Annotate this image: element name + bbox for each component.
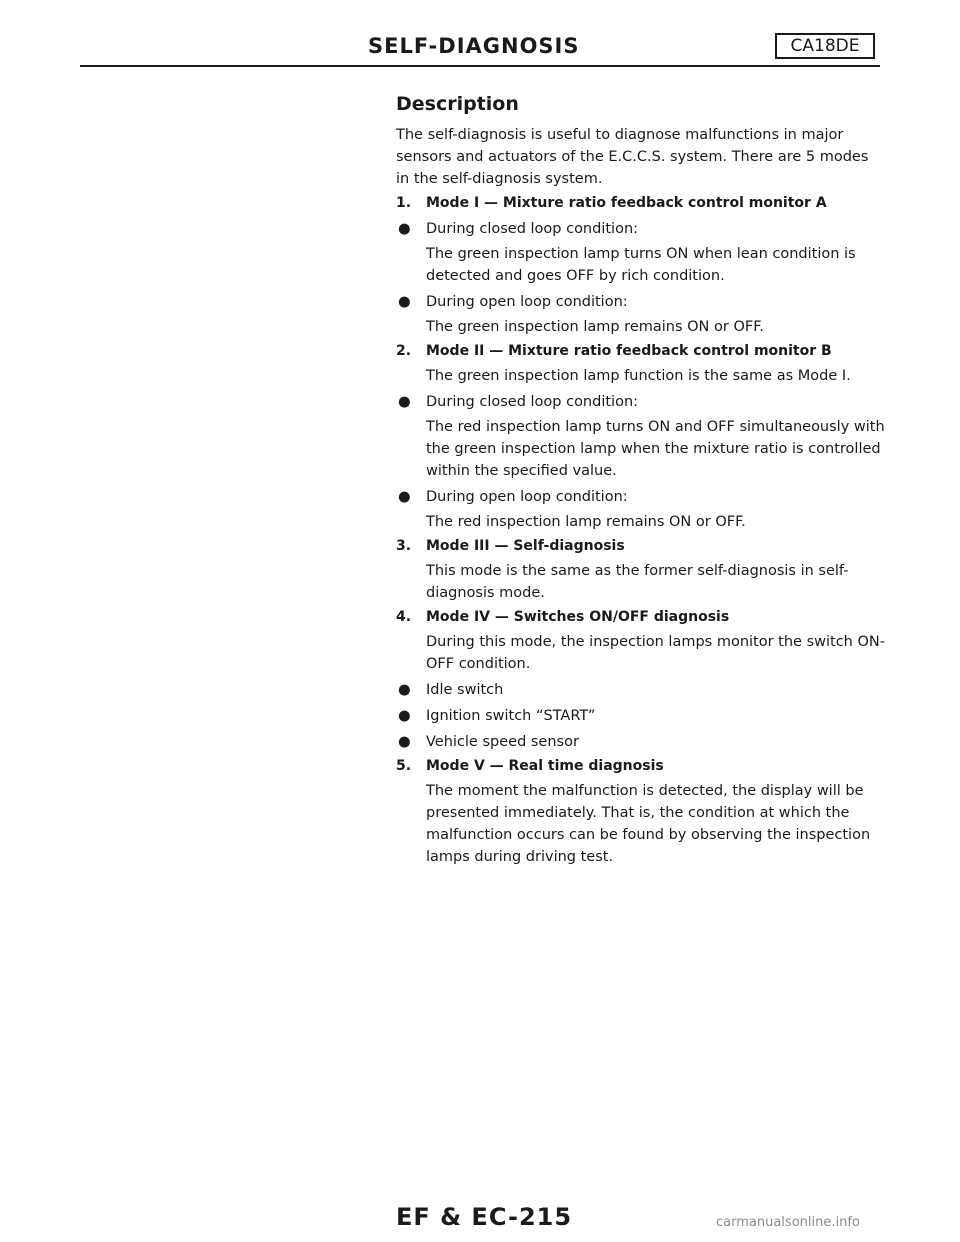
mode-number: 3. <box>396 538 412 554</box>
bullet-text: The red inspection lamp remains ON or OFF. <box>426 514 746 530</box>
bullet-icon: ● <box>398 294 411 310</box>
description-section <box>396 90 886 868</box>
page-title: SELF-DIAGNOSIS <box>368 34 580 58</box>
bullet-text: The green inspection lamp remains ON or OFF. <box>426 319 764 335</box>
bullet-label: During open loop condition: <box>426 294 628 310</box>
bullet-icon: ● <box>398 734 411 750</box>
mode-number: 2. <box>396 343 412 359</box>
bullet-label: During closed loop condition: <box>426 221 639 237</box>
watermark: carmanualsonline.info <box>716 1215 860 1230</box>
bullet-text: The red inspection lamp turns ON and OFF simultaneously with the green inspection lamp when the mixture ratio is controlled within the specified value. <box>426 419 885 479</box>
mode-title: Mode III — Self-diagnosis <box>426 538 625 554</box>
mode-1-heading <box>396 192 886 214</box>
mode-text: During this mode, the inspection lamps monitor the switch ON-OFF condition. <box>426 634 885 672</box>
list-item <box>396 218 886 240</box>
model-badge: CA18DE <box>775 33 875 59</box>
mode-title: Mode I — Mixture ratio feedback control monitor A <box>426 195 827 211</box>
mode-2-heading <box>396 340 886 362</box>
bullet-label: During open loop condition: <box>426 489 628 505</box>
mode-number: 4. <box>396 609 412 625</box>
mode-title: Mode V — Real time diagnosis <box>426 758 664 774</box>
bullet-icon: ● <box>398 394 411 410</box>
bullet-icon: ● <box>398 221 411 237</box>
page-number: EF & EC-215 <box>396 1203 573 1231</box>
list-item <box>396 705 886 727</box>
list-item <box>396 731 886 753</box>
list-item <box>396 391 886 413</box>
bullet-icon: ● <box>398 682 411 698</box>
list-item <box>396 486 886 508</box>
mode-4-heading <box>396 606 886 628</box>
bullet-label: Ignition switch “START” <box>426 708 596 724</box>
mode-title: Mode IV — Switches ON/OFF diagnosis <box>426 609 730 625</box>
mode-text: The green inspection lamp function is the same as Mode I. <box>426 368 851 384</box>
mode-text: The moment the malfunction is detected, the display will be presented immediately. That is, the condition at which the malfunction occurs can be found by observing the inspection lamps during driving test. <box>426 783 871 865</box>
mode-title: Mode II — Mixture ratio feedback control monitor B <box>426 343 832 359</box>
bullet-label: Vehicle speed sensor <box>426 734 579 750</box>
list-item <box>396 679 886 701</box>
mode-5-heading <box>396 755 886 777</box>
mode-text: This mode is the same as the former self-diagnosis in self-diagnosis mode. <box>426 563 849 601</box>
bullet-text: The green inspection lamp turns ON when lean condition is detected and goes OFF by rich condition. <box>426 246 856 284</box>
intro-paragraph: The self-diagnosis is useful to diagnose malfunctions in major sensors and actuators of the E.C.C.S. system. There are 5 modes in the self-diagnosis system. <box>396 127 869 187</box>
bullet-icon: ● <box>398 708 411 724</box>
bullet-label: During closed loop condition: <box>426 394 639 410</box>
bullet-label: Idle switch <box>426 682 504 698</box>
list-item <box>396 291 886 313</box>
section-heading: Description <box>396 93 519 115</box>
header-rule <box>80 65 880 67</box>
bullet-icon: ● <box>398 489 411 505</box>
mode-number: 1. <box>396 195 412 211</box>
mode-3-heading <box>396 535 886 557</box>
mode-number: 5. <box>396 758 412 774</box>
